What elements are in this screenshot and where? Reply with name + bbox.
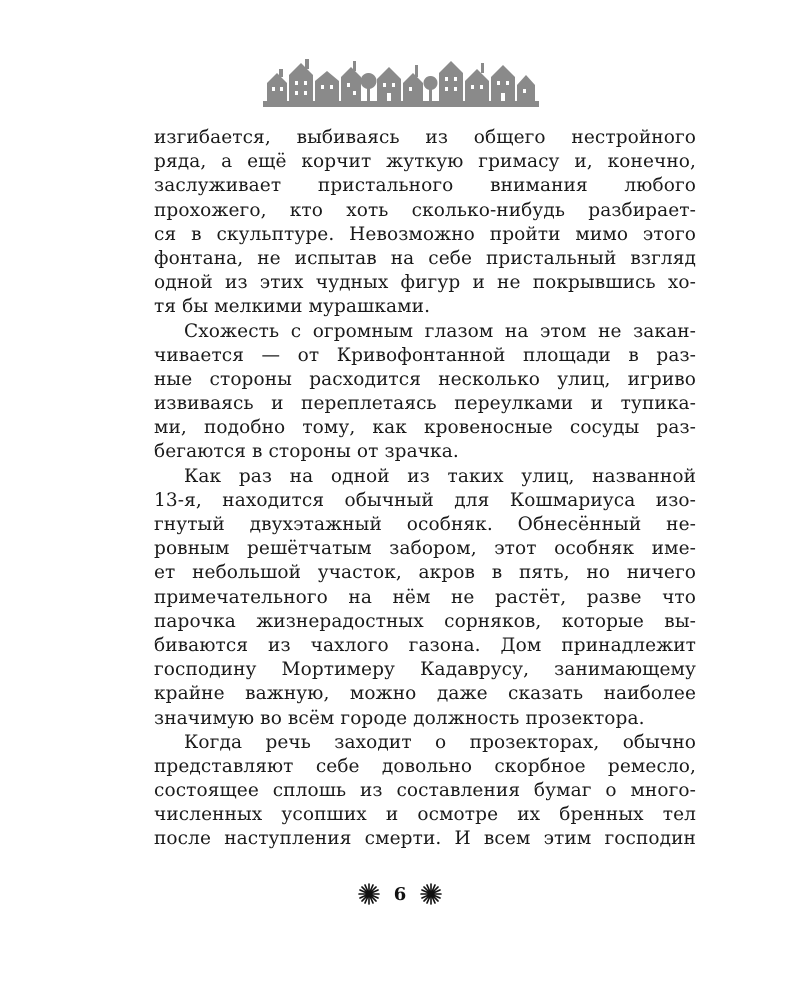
text-line: тя бы мелкими мурашками.	[154, 296, 431, 318]
star-ornament-icon	[420, 883, 442, 905]
text-line: представляют себе довольно скорбное ремесло,	[154, 755, 696, 777]
page-footer	[0, 878, 800, 910]
text-line: заслуживает пристального внимания любого	[154, 175, 696, 197]
text-line: крайне важную, можно даже сказать наиболее	[154, 683, 696, 705]
text-line: ет небольшой участок, акров в пять, но ничего	[154, 562, 696, 584]
text-line: ми, подобно тому, как кровеносные сосуды раз-	[154, 417, 696, 439]
text-line: ряда, а ещё корчит жуткую гримасу и, конечно,	[154, 151, 696, 173]
text-line: состоящее сплошь из составления бумаг о много-	[154, 780, 696, 802]
text-line: фонтана, не испытав на себе пристальный взгляд	[154, 247, 696, 269]
text-line: господину Мортимеру Кадаврусу, занимающему	[154, 659, 696, 681]
text-line: ся в скульптуре. Невозможно пройти мимо этого	[154, 223, 696, 245]
text-line: извиваясь и переплетаясь переулками и тупика-	[154, 393, 696, 415]
text-line: Как раз на одной из таких улиц, названной	[184, 465, 696, 487]
text-line: парочка жизнерадостных сорняков, которые вы-	[154, 610, 696, 632]
town-skyline-icon	[263, 57, 539, 107]
text-line: изгибается, выбиваясь из общего нестройного	[154, 127, 696, 148]
text-line: бегаются в стороны от зрачка.	[154, 441, 459, 463]
text-line: после наступления смерти. И всем этим господин	[154, 828, 696, 850]
text-line: ровным решётчатым забором, этот особняк име-	[154, 538, 696, 560]
text-line: значимую во всём городе должность прозектора.	[154, 707, 645, 729]
text-line: Схожесть с огромным глазом на этом не закан-	[184, 320, 696, 342]
page-text	[154, 126, 696, 852]
text-line: одной из этих чудных фигур и не покрывшись хо-	[154, 272, 696, 294]
text-line: ные стороны расходится несколько улиц, игриво	[154, 368, 696, 390]
text-line: чивается — от Кривофонтанной площади в раз-	[154, 344, 696, 366]
text-line: примечательного на нём не растёт, разве что	[154, 586, 696, 608]
text-line: Когда речь заходит о прозекторах, обычно	[184, 731, 696, 753]
text-line: гнутый двухэтажный особняк. Обнесённый не-	[154, 514, 696, 535]
text-line: 13-я, находится обычный для Кошмариуса изо-	[154, 489, 696, 511]
text-line: биваются из чахлого газона. Дом принадлежит	[154, 634, 696, 656]
page-number: 6	[393, 883, 407, 905]
text-line: численных усопших и осмотре их бренных тел	[154, 804, 696, 826]
star-ornament-icon	[358, 883, 380, 905]
text-line: прохожего, кто хоть сколько-нибудь разбирает-	[154, 199, 696, 221]
